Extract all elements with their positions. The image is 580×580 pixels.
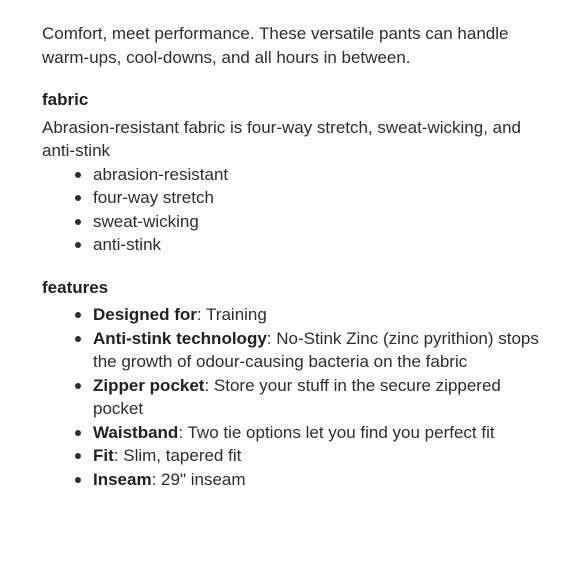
feature-value: : 29" inseam xyxy=(151,469,246,489)
list-item: abrasion-resistant xyxy=(93,163,552,187)
fabric-heading: fabric xyxy=(42,90,89,109)
features-heading: features xyxy=(42,277,109,297)
list-item xyxy=(93,374,552,421)
feature-label: Fit xyxy=(93,446,114,465)
feature-label: Inseam xyxy=(93,469,152,489)
feature-label: Designed for xyxy=(93,305,197,324)
features-list xyxy=(42,303,552,491)
product-description xyxy=(42,22,552,491)
list-item: four-way stretch xyxy=(93,186,552,210)
list-item: sweat-wicking xyxy=(93,210,552,234)
list-item xyxy=(93,468,552,492)
fabric-description: Abrasion-resistant fabric is four-way stretch, sweat-wicking, and anti-stink xyxy=(42,117,522,160)
feature-value: : Training xyxy=(196,305,267,324)
feature-value: : Slim, tapered fit xyxy=(113,446,242,465)
feature-value: : No-Stink Zinc (zinc pyrithion) stops the growth of odour-causing bacteria on the fabric xyxy=(93,328,539,371)
list-item xyxy=(93,303,552,327)
list-item xyxy=(93,444,552,468)
list-item: anti-stink xyxy=(93,233,552,257)
feature-label: Waistband xyxy=(93,422,179,442)
feature-label: Anti-stink technology xyxy=(93,328,267,348)
feature-label: Zipper pocket xyxy=(93,375,205,395)
list-item xyxy=(93,421,552,445)
feature-value: : Two tie options let you find you perfect fit xyxy=(178,422,495,442)
fabric-list xyxy=(42,163,552,257)
intro-text: Comfort, meet performance. These versatile pants can handle warm-ups, cool-downs, and all hours in between. xyxy=(42,24,509,67)
feature-value: : Store your stuff in the secure zippered pocket xyxy=(93,375,501,418)
list-item xyxy=(93,327,552,374)
